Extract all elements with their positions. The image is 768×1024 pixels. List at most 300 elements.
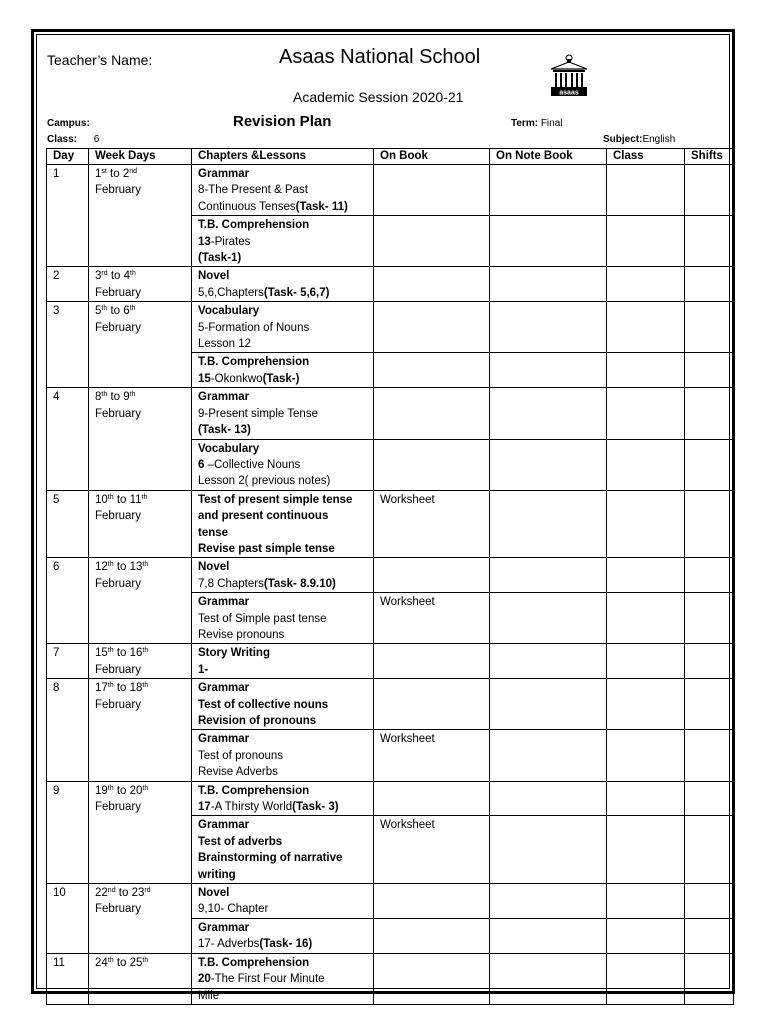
class-cell <box>607 644 685 679</box>
school-name: Asaas National School <box>279 46 481 68</box>
date-range: 5th to 6th <box>95 305 136 318</box>
table-row <box>47 165 734 216</box>
task-label: (Task- 5,6,7) <box>263 286 330 299</box>
lesson-line <box>198 799 368 815</box>
week-days-cell <box>89 165 192 267</box>
chapter-lesson-cell <box>192 353 374 388</box>
date-range: 17th to 18th <box>95 682 149 695</box>
shifts-cell <box>685 593 734 644</box>
on-book-cell <box>374 884 490 919</box>
lesson-text: Test of present simple tense <box>198 493 353 506</box>
chapter-lesson-cell <box>192 679 374 730</box>
lesson-line <box>198 199 368 215</box>
week-days-cell <box>89 679 192 781</box>
day-cell: 2 <box>47 267 89 302</box>
lesson-text: Revise pronouns <box>198 628 285 641</box>
date-to-suffix: th <box>142 956 149 964</box>
class-cell <box>607 490 685 558</box>
date-to: 13 <box>129 561 143 574</box>
date-from: 1 <box>95 168 102 180</box>
lesson-text: Lesson 12 <box>198 338 252 351</box>
date-range: 10th to 11th <box>95 493 148 506</box>
subject-field: Subject:English <box>603 134 676 145</box>
on-note-book-cell <box>490 388 607 439</box>
month: February <box>95 577 142 590</box>
chapter-lesson-cell <box>192 781 374 816</box>
lesson-line <box>198 611 368 627</box>
lesson-line <box>198 662 368 678</box>
column-header: Week Days <box>89 149 192 165</box>
lesson-line <box>198 541 368 557</box>
on-book-cell <box>374 644 490 679</box>
on-book-cell <box>374 781 490 816</box>
date-from-suffix: nd <box>107 887 116 895</box>
on-book-cell <box>374 302 490 353</box>
lesson-text: 8-The Present & Past <box>198 184 308 197</box>
task-label: (Task- 16) <box>259 938 313 951</box>
date-from: 15 <box>95 647 108 660</box>
month: February <box>95 801 142 814</box>
chapter-lesson-cell <box>192 558 374 593</box>
on-book-cell <box>374 353 490 388</box>
week-days-cell <box>89 388 192 490</box>
lesson-line <box>198 627 368 643</box>
revision-plan-table <box>46 148 734 1005</box>
on-note-book-cell <box>490 644 607 679</box>
month: February <box>95 286 142 299</box>
shifts-cell <box>685 781 734 816</box>
day-cell: 11 <box>47 953 89 1004</box>
class-cell <box>607 781 685 816</box>
date-range: 8th to 9th <box>95 391 136 404</box>
month: February <box>95 510 142 523</box>
lesson-line <box>198 166 368 182</box>
lesson-text: Mile <box>198 989 220 1002</box>
lesson-text: -The First Four Minute <box>210 973 325 986</box>
lesson-line <box>198 371 368 387</box>
month: February <box>95 184 142 197</box>
class-cell <box>607 353 685 388</box>
on-note-book-cell <box>490 884 607 919</box>
lesson-text: Novel <box>198 561 230 574</box>
lesson-text: (Task- 13) <box>198 424 251 437</box>
lesson-text: Grammar <box>198 819 250 832</box>
date-from: 10 <box>95 493 108 506</box>
day-cell: 10 <box>47 884 89 954</box>
lesson-number: 6 <box>198 458 205 471</box>
lesson-number: 13 <box>198 235 211 248</box>
day-cell: 8 <box>47 679 89 781</box>
on-book-cell: Worksheet <box>374 730 490 781</box>
lesson-line <box>198 422 368 438</box>
shifts-cell <box>685 816 734 884</box>
lesson-text: 1- <box>198 663 209 676</box>
lesson-text: Novel <box>198 270 230 283</box>
lesson-number: 20 <box>198 973 211 986</box>
shifts-cell <box>685 644 734 679</box>
shifts-cell <box>685 730 734 781</box>
lesson-text: Test of Simple past tense <box>198 612 327 625</box>
date-from-suffix: th <box>107 784 114 792</box>
table-row <box>47 884 734 919</box>
lesson-text: 9-Present simple Tense <box>198 407 318 420</box>
date-to: 23 <box>131 887 145 900</box>
month: February <box>95 321 142 334</box>
chapter-lesson-cell <box>192 302 374 353</box>
lesson-text: Lesson 2( previous notes) <box>198 475 331 488</box>
on-note-book-cell <box>490 816 607 884</box>
term-field: Term: Final <box>511 118 563 129</box>
lesson-line <box>198 697 368 713</box>
date-range: 3rd to 4th <box>95 270 136 283</box>
on-note-book-cell <box>490 593 607 644</box>
lesson-line <box>198 354 368 370</box>
page-title: Revision Plan <box>233 113 332 130</box>
week-days-cell <box>89 884 192 954</box>
lesson-text: Grammar <box>198 921 250 934</box>
lesson-line <box>198 783 368 799</box>
task-label: (Task-) <box>262 372 300 385</box>
date-from-suffix: th <box>107 647 114 655</box>
chapter-lesson-cell <box>192 730 374 781</box>
shifts-cell <box>685 216 734 267</box>
on-note-book-cell <box>490 953 607 1004</box>
day-cell: 7 <box>47 644 89 679</box>
lesson-line <box>198 234 368 250</box>
date-to-suffix: rd <box>144 887 151 895</box>
date-range: 24th to 25th <box>95 956 149 969</box>
lesson-text: writing <box>198 868 236 881</box>
date-from-suffix: st <box>101 168 107 175</box>
lesson-line <box>198 268 368 284</box>
lesson-text: Brainstorming of narrative <box>198 852 343 865</box>
date-from: 19 <box>95 784 108 797</box>
lesson-text: Revise Adverbs <box>198 766 278 779</box>
date-from-suffix: th <box>107 493 114 501</box>
lesson-text: T.B. Comprehension <box>198 356 310 369</box>
chapter-lesson-cell <box>192 918 374 953</box>
lesson-line <box>198 250 368 266</box>
chapter-lesson-cell <box>192 490 374 558</box>
date-range: 1st to 2nd <box>95 168 138 180</box>
lesson-text: Grammar <box>198 682 250 695</box>
lesson-line <box>198 525 368 541</box>
day-cell: 3 <box>47 302 89 388</box>
class-cell <box>607 216 685 267</box>
month: February <box>95 407 142 420</box>
task-label: (Task- 3) <box>292 801 339 814</box>
lesson-text: Test of adverbs <box>198 835 283 848</box>
lesson-line <box>198 336 368 352</box>
lesson-text: Grammar <box>198 596 250 609</box>
month: February <box>95 698 142 711</box>
date-to: 20 <box>129 784 143 797</box>
chapter-lesson-cell <box>192 644 374 679</box>
lesson-line <box>198 764 368 780</box>
on-note-book-cell <box>490 558 607 593</box>
shifts-cell <box>685 679 734 730</box>
table-row <box>47 267 734 302</box>
class-cell <box>607 558 685 593</box>
date-to: 25 <box>129 956 143 969</box>
lesson-line <box>198 406 368 422</box>
shifts-cell <box>685 439 734 490</box>
lesson-text: Continuous Tenses <box>198 200 296 213</box>
lesson-line <box>198 303 368 319</box>
lesson-line <box>198 182 368 198</box>
lesson-line <box>198 901 368 917</box>
date-from: 5 <box>95 305 102 318</box>
on-note-book-cell <box>490 439 607 490</box>
table-header-row <box>47 149 734 165</box>
lesson-text: 5-Formation of Nouns <box>198 321 310 334</box>
on-book-cell <box>374 558 490 593</box>
on-note-book-cell <box>490 165 607 216</box>
date-to-suffix: th <box>130 270 136 278</box>
day-cell: 6 <box>47 558 89 644</box>
task-label: (Task- 11) <box>295 200 348 213</box>
chapter-lesson-cell <box>192 388 374 439</box>
class-cell <box>607 816 685 884</box>
chapter-lesson-cell <box>192 593 374 644</box>
column-header: Chapters &Lessons <box>192 149 374 165</box>
lesson-text: (Task-1) <box>198 252 242 265</box>
date-from: 17 <box>95 682 108 695</box>
lesson-text: T.B. Comprehension <box>198 219 310 232</box>
lesson-line <box>198 492 368 508</box>
lesson-line <box>198 473 368 489</box>
class-cell <box>607 593 685 644</box>
date-from-suffix: th <box>101 391 108 399</box>
day-cell: 1 <box>47 165 89 267</box>
lesson-line <box>198 217 368 233</box>
lesson-text: -A Thirsty World <box>210 801 293 814</box>
on-note-book-cell <box>490 216 607 267</box>
week-days-cell <box>89 953 192 1004</box>
class-cell <box>607 439 685 490</box>
class-cell <box>607 302 685 353</box>
lesson-line <box>198 971 368 987</box>
on-book-cell: Worksheet <box>374 490 490 558</box>
class-field: Class: 6 <box>47 134 100 145</box>
on-note-book-cell <box>490 679 607 730</box>
date-to-suffix: th <box>142 682 149 690</box>
on-note-book-cell <box>490 781 607 816</box>
on-note-book-cell <box>490 490 607 558</box>
on-note-book-cell <box>490 918 607 953</box>
lesson-text: Test of collective nouns <box>198 698 329 711</box>
chapter-lesson-cell <box>192 439 374 490</box>
lesson-line <box>198 936 368 952</box>
lesson-text: –Collective Nouns <box>204 458 301 471</box>
table-row <box>47 781 734 816</box>
column-header: Class <box>607 149 685 165</box>
lesson-text: -Pirates <box>210 235 251 248</box>
lesson-text: Story Writing <box>198 647 270 660</box>
lesson-line <box>198 508 368 524</box>
table-row <box>47 644 734 679</box>
table-row <box>47 953 734 1004</box>
lesson-line <box>198 817 368 833</box>
date-from-suffix: th <box>107 682 114 690</box>
chapter-lesson-cell <box>192 267 374 302</box>
date-to: 4 <box>123 270 131 283</box>
week-days-cell <box>89 267 192 302</box>
lesson-number: 17 <box>198 801 211 814</box>
lesson-text: 7,8 Chapters <box>198 577 264 590</box>
date-to-suffix: nd <box>129 168 138 175</box>
on-book-cell: Worksheet <box>374 593 490 644</box>
lesson-text: Test of pronouns <box>198 749 284 762</box>
lesson-text: Novel <box>198 887 230 900</box>
table-row <box>47 679 734 730</box>
class-cell <box>607 679 685 730</box>
column-header: Shifts <box>685 149 734 165</box>
academic-session: Academic Session 2020-21 <box>293 89 464 105</box>
day-cell: 9 <box>47 781 89 883</box>
class-cell <box>607 388 685 439</box>
lesson-text: Grammar <box>198 391 250 404</box>
task-label: (Task- 8.9.10) <box>263 577 336 590</box>
lesson-line <box>198 389 368 405</box>
teacher-name-label: Teacher’s Name: <box>47 52 153 68</box>
lesson-number: 15 <box>198 372 211 385</box>
lesson-line <box>198 867 368 883</box>
lesson-text: Grammar <box>198 168 250 180</box>
lesson-line <box>198 320 368 336</box>
lesson-text: 9,10- Chapter <box>198 903 269 916</box>
shifts-cell <box>685 388 734 439</box>
chapter-lesson-cell <box>192 216 374 267</box>
date-to-suffix: th <box>141 493 148 501</box>
school-logo <box>548 53 590 97</box>
lesson-text: Revision of pronouns <box>198 715 317 727</box>
column-header: On Note Book <box>490 149 607 165</box>
on-note-book-cell <box>490 267 607 302</box>
lesson-text: Revise past simple tense <box>198 542 335 555</box>
table-row <box>47 558 734 593</box>
month: February <box>95 903 142 916</box>
lesson-text: 17- Adverbs <box>198 938 260 951</box>
lesson-line <box>198 576 368 592</box>
date-from-suffix: th <box>107 956 114 964</box>
lesson-line <box>198 680 368 696</box>
class-cell <box>607 165 685 216</box>
lesson-text: and present continuous <box>198 510 329 523</box>
date-to: 6 <box>123 305 130 318</box>
shifts-cell <box>685 953 734 1004</box>
date-to-suffix: th <box>142 647 149 655</box>
date-to: 2 <box>122 168 130 180</box>
date-from: 8 <box>95 391 102 404</box>
week-days-cell <box>89 558 192 644</box>
chapter-lesson-cell <box>192 816 374 884</box>
date-to-suffix: th <box>129 391 136 399</box>
shifts-cell <box>685 267 734 302</box>
lesson-text: T.B. Comprehension <box>198 956 310 969</box>
class-cell <box>607 918 685 953</box>
class-cell <box>607 953 685 1004</box>
week-days-cell <box>89 644 192 679</box>
shifts-cell <box>685 302 734 353</box>
date-to-suffix: th <box>142 784 149 792</box>
date-from-suffix: th <box>107 561 114 569</box>
date-to-suffix: th <box>142 561 149 569</box>
lesson-line <box>198 441 368 457</box>
lesson-line <box>198 731 368 747</box>
week-days-cell <box>89 781 192 883</box>
lesson-line <box>198 920 368 936</box>
chapter-lesson-cell <box>192 165 374 216</box>
lesson-text: 5,6,Chapters <box>198 286 264 299</box>
date-range: 15th to 16th <box>95 647 149 660</box>
class-cell <box>607 884 685 919</box>
date-from: 12 <box>95 561 108 574</box>
chapter-lesson-cell <box>192 953 374 1004</box>
on-book-cell <box>374 439 490 490</box>
lesson-line <box>198 713 368 729</box>
class-cell <box>607 730 685 781</box>
week-days-cell <box>89 302 192 388</box>
class-cell <box>607 267 685 302</box>
date-to: 9 <box>123 391 130 404</box>
date-from-suffix: rd <box>101 270 108 278</box>
date-range: 19th to 20th <box>95 784 149 797</box>
shifts-cell <box>685 918 734 953</box>
table-row <box>47 302 734 353</box>
lesson-line <box>198 457 368 473</box>
date-to-suffix: th <box>129 305 136 313</box>
lesson-line <box>198 988 368 1004</box>
lesson-line <box>198 748 368 764</box>
lesson-line <box>198 285 368 301</box>
date-from: 24 <box>95 956 108 969</box>
chapter-lesson-cell <box>192 884 374 919</box>
date-range: 12th to 13th <box>95 561 149 574</box>
on-book-cell <box>374 267 490 302</box>
shifts-cell <box>685 884 734 919</box>
lesson-line <box>198 594 368 610</box>
month: February <box>95 663 142 676</box>
column-header: Day <box>47 149 89 165</box>
on-book-cell <box>374 679 490 730</box>
on-book-cell <box>374 953 490 1004</box>
lesson-line <box>198 955 368 971</box>
svg-text:asaas: asaas <box>559 89 579 97</box>
lesson-text: Grammar <box>198 733 250 746</box>
shifts-cell <box>685 490 734 558</box>
date-from: 3 <box>95 270 102 283</box>
lesson-line <box>198 559 368 575</box>
on-book-cell <box>374 165 490 216</box>
lesson-text: Vocabulary <box>198 305 260 318</box>
shifts-cell <box>685 353 734 388</box>
lesson-line <box>198 645 368 661</box>
week-days-cell <box>89 490 192 558</box>
table-row <box>47 490 734 558</box>
lesson-text: Vocabulary <box>198 442 260 455</box>
on-note-book-cell <box>490 302 607 353</box>
date-from-suffix: th <box>101 305 108 313</box>
table-row <box>47 388 734 439</box>
date-range: 22nd to 23rd <box>95 887 151 900</box>
lesson-line <box>198 850 368 866</box>
date-to: 18 <box>129 682 143 695</box>
lesson-line <box>198 885 368 901</box>
lesson-text: tense <box>198 526 229 539</box>
shifts-cell <box>685 165 734 216</box>
on-note-book-cell <box>490 353 607 388</box>
